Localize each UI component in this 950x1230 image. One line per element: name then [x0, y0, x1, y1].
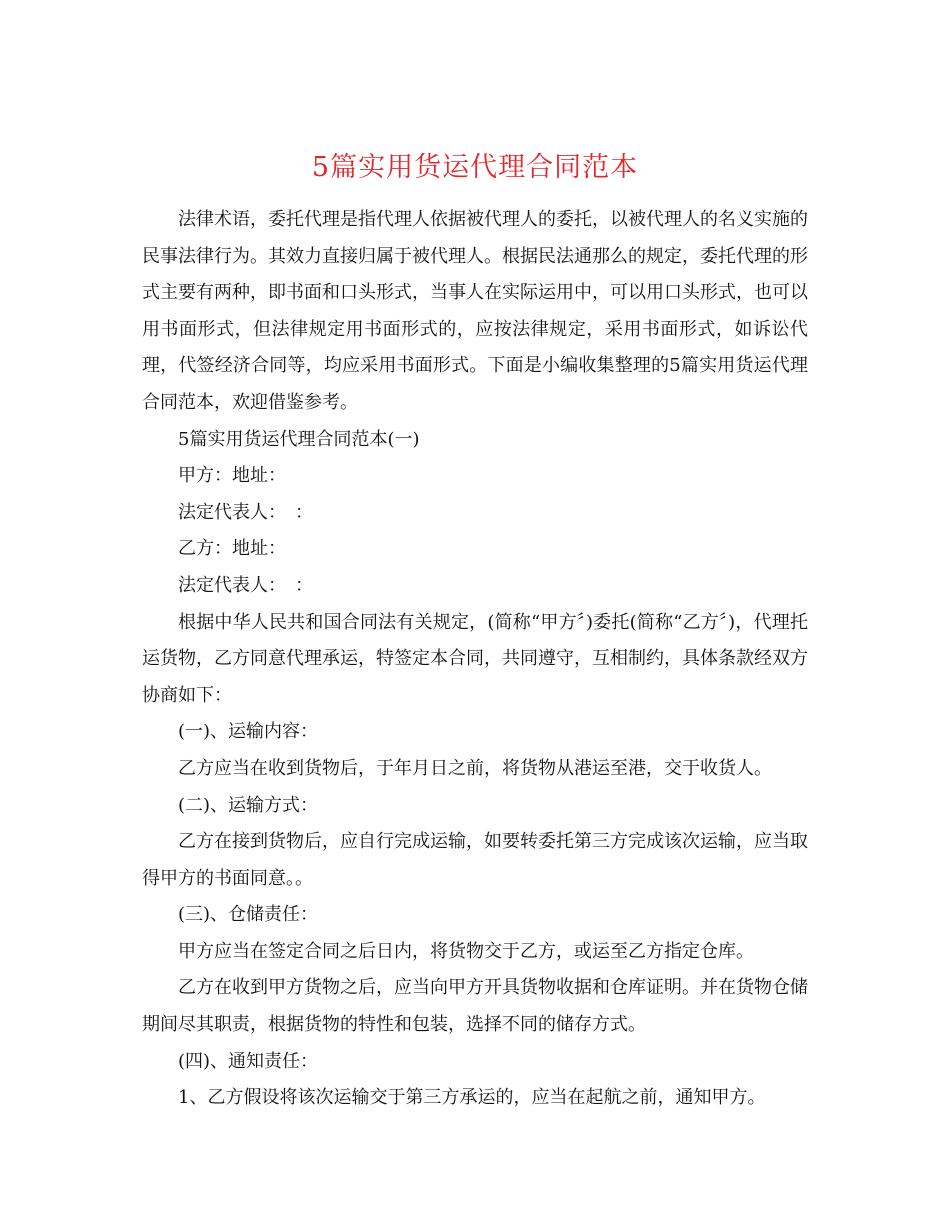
contract-title: 5篇实用货运代理合同范本(一): [178, 428, 420, 450]
party-b-representative-line: 法定代表人： ：: [178, 574, 313, 596]
section-4-heading: (四)、通知责任：: [178, 1050, 319, 1072]
section-1-text: 乙方应当在收到货物后，于年月日之前，将货物从港运至港，交于收货人。: [178, 757, 772, 779]
section-2-text: 乙方在接到货物后，应自行完成运输，如要转委托第三方完成该次运输，应当取得甲方的书面同意。。: [142, 831, 808, 889]
party-a-representative-line: 法定代表人： ：: [178, 501, 313, 523]
section-4-item-1: 1、乙方假设将该次运输交于第三方承运的，应当在起航之前，通知甲方。: [178, 1087, 766, 1109]
preamble-paragraph: 根据中华人民共和国合同法有关规定，(简称“甲方〞)委托(简称“乙方〞)，代理托运货物，乙方同意代理承运，特签定本合同，共同遵守，互相制约，具体条款经双方协商如下：: [142, 611, 808, 706]
section-3-heading: (三)、仓储责任：: [178, 904, 319, 926]
document-body: [142, 202, 808, 1117]
intro-paragraph: 法律术语，委托代理是指代理人依据被代理人的委托，以被代理人的名义实施的民事法律行为。其效力直接归属于被代理人。根据民法通那么的规定，委托代理的形式主要有两种，即书面和口头形式，当事人在实际运用中，可以用口头形式，也可以用书面形式，但法律规定用书面形式的，应按法律规定，采用书面形式，如诉讼代理，代签经济合同等，均应采用书面形式。下面是小编收集整理的5篇实用货运代理合同范本，欢迎借鉴参考。: [142, 209, 808, 413]
document-title: 5篇实用货运代理合同范本: [311, 152, 639, 184]
section-2-heading: (二)、运输方式：: [178, 794, 319, 816]
party-b-line: 乙方：地址：: [178, 538, 286, 560]
section-3-text-2: 乙方在收到甲方货物之后，应当向甲方开具货物收据和仓库证明。并在货物仓储期间尽其职责，根据货物的特性和包装，选择不同的储存方式。: [142, 977, 808, 1036]
section-3-text-1: 甲方应当在签定合同之后日内，将货物交于乙方，或运至乙方指定仓库。: [178, 940, 754, 962]
section-1-heading: (一)、运输内容：: [178, 721, 319, 743]
party-a-line: 甲方：地址：: [178, 465, 286, 487]
